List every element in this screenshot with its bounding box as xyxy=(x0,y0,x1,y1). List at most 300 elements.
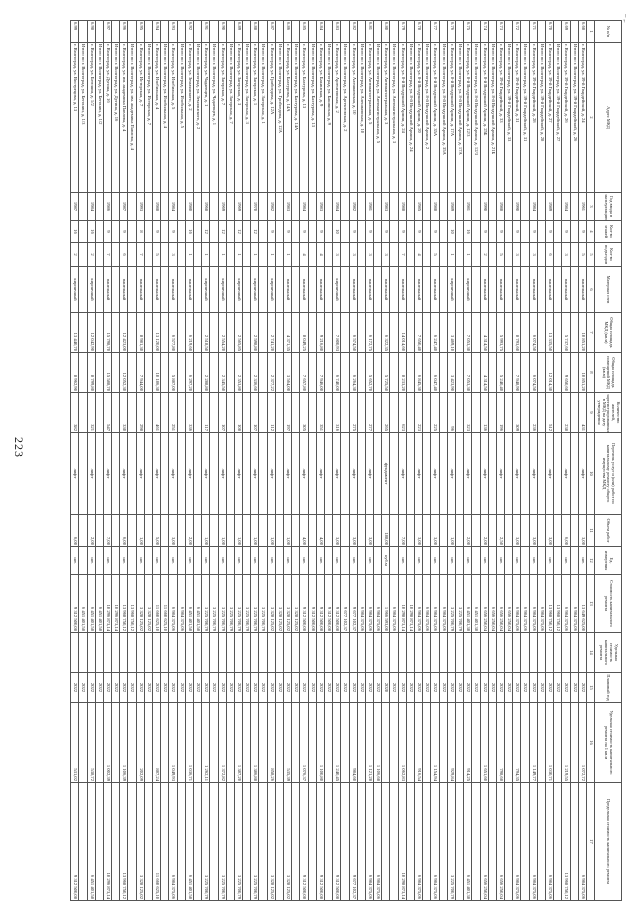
unit-cost-cell xyxy=(284,633,292,673)
wall-material-cell xyxy=(521,267,529,313)
table-row xyxy=(447,21,455,901)
cost-per-sqm-cell xyxy=(226,703,234,783)
total-area-cell: 12 423,00 xyxy=(120,313,128,353)
max-cost-cell xyxy=(275,783,283,901)
entrances-cell: 7 xyxy=(136,243,144,267)
column-number-row xyxy=(587,21,595,901)
year-built-cell: 1983 xyxy=(382,193,390,221)
year-built-cell: 1983 xyxy=(316,193,324,221)
total-area-cell: 7 650,40 xyxy=(415,313,423,353)
row-number-cell: 6.79 xyxy=(398,21,406,43)
floors-cell: 16 xyxy=(71,221,79,243)
header-row xyxy=(595,21,622,901)
work-type-cell: лифт xyxy=(202,433,210,515)
work-volume-cell: 7,00 xyxy=(398,515,406,547)
planned-year-cell: 2022 xyxy=(95,673,103,703)
cost-per-sqm-cell xyxy=(144,703,152,783)
row-number-cell: 6.71 xyxy=(529,21,537,43)
cost-per-sqm-cell: 1 002,39 xyxy=(103,703,111,783)
table-row xyxy=(103,21,111,901)
unit-cell xyxy=(341,547,349,575)
entrances-cell xyxy=(521,243,529,267)
address-cell: Итого по г. Волгоград, ул. Алешковская, д. 10 xyxy=(357,43,365,193)
wall-material-cell: панельный xyxy=(480,267,488,313)
entrances-cell: 1 xyxy=(234,243,242,267)
planned-year-cell: 2022 xyxy=(177,673,185,703)
work-type-cell: лифт xyxy=(185,433,193,515)
planned-year-cell: 2022 xyxy=(185,673,193,703)
cost-per-sqm-cell: 1 036,71 xyxy=(185,703,193,783)
max-cost-cell xyxy=(194,783,202,901)
subtotal-row xyxy=(521,21,529,901)
row-number-cell xyxy=(194,21,202,43)
floors-cell: 9 xyxy=(578,221,586,243)
max-cost-cell: 6 984 375,06 xyxy=(546,783,554,901)
entrances-cell xyxy=(259,243,267,267)
wall-material-cell: кирпичный xyxy=(447,267,455,313)
residents-cell: 251 xyxy=(169,393,177,433)
table-row xyxy=(87,21,95,901)
address-cell: Итого по г. Волгоград, ул. Изобильная, д. 5 xyxy=(177,43,185,193)
wall-material-cell: кирпичный xyxy=(251,267,259,313)
address-cell: г. Волгоград, ул. Землянского, д. 2 xyxy=(185,43,193,193)
total-area-cell xyxy=(128,313,136,353)
cost-per-sqm-cell: 858,26 xyxy=(267,703,275,783)
row-number-cell xyxy=(456,21,464,43)
work-volume-cell xyxy=(95,515,103,547)
total-area-cell xyxy=(226,313,234,353)
total-area-cell: 10 851,20 xyxy=(578,313,586,353)
column-number: 7 xyxy=(587,313,595,353)
premises-area-cell: 10 851,20 xyxy=(578,353,586,393)
row-number-cell xyxy=(423,21,431,43)
entrances-cell xyxy=(226,243,234,267)
year-built-cell xyxy=(95,193,103,221)
subtotal-row xyxy=(570,21,578,901)
row-number-cell: 6.68 xyxy=(578,21,586,43)
cost-per-sqm-cell xyxy=(194,703,202,783)
entrances-cell: 1 xyxy=(267,243,275,267)
work-type-cell: лифт xyxy=(267,433,275,515)
planned-year-cell: 2022 xyxy=(79,673,87,703)
premises-area-cell xyxy=(357,353,365,393)
work-volume-cell xyxy=(472,515,480,547)
work-volume-cell xyxy=(112,515,120,547)
year-built-cell: 1982 xyxy=(267,193,275,221)
entrances-cell xyxy=(390,243,398,267)
residents-cell: 431 xyxy=(578,393,586,433)
year-built-cell xyxy=(112,193,120,221)
premises-area-cell xyxy=(177,353,185,393)
premises-area-cell xyxy=(161,353,169,393)
floors-cell: 9 xyxy=(284,221,292,243)
max-cost-cell xyxy=(308,783,316,901)
wall-material-cell xyxy=(226,267,234,313)
work-volume-cell: 3,00 xyxy=(365,515,373,547)
total-area-cell xyxy=(488,313,496,353)
wall-material-cell xyxy=(308,267,316,313)
total-area-cell: 6 247,40 xyxy=(431,313,439,353)
floors-cell: 9 xyxy=(546,221,554,243)
year-built-cell: 1984 xyxy=(300,193,308,221)
repair-cost-cell: 6 984 375,06 xyxy=(365,575,373,633)
wall-material-cell: панельный xyxy=(513,267,521,313)
unit-cell xyxy=(161,547,169,575)
subtotal-row xyxy=(505,21,513,901)
total-area-cell xyxy=(521,313,529,353)
planned-year-cell: 2022 xyxy=(341,673,349,703)
unit-cost-cell xyxy=(71,633,79,673)
planned-year-cell: 2022 xyxy=(226,673,234,703)
work-type-cell xyxy=(161,433,169,515)
unit-cost-cell xyxy=(374,633,382,673)
total-area-cell xyxy=(95,313,103,353)
wall-material-cell: кирпичный xyxy=(87,267,95,313)
subtotal-row xyxy=(472,21,480,901)
year-built-cell xyxy=(128,193,136,221)
unit-cell: шт. xyxy=(136,547,144,575)
total-area-cell xyxy=(505,313,513,353)
premises-area-cell xyxy=(259,353,267,393)
repair-cost-cell: 6 984 375,06 xyxy=(513,575,521,633)
work-volume-cell: 1,00 xyxy=(218,515,226,547)
planned-year-cell: 2022 xyxy=(87,673,95,703)
row-number-cell xyxy=(505,21,513,43)
residents-cell: 336 xyxy=(185,393,193,433)
table-row xyxy=(300,21,308,901)
address-cell: Итого по г. Волгоград, ул. Изобильная, д. 4 xyxy=(161,43,169,193)
repair-schedule-table xyxy=(70,20,622,901)
work-type-cell: лифт xyxy=(529,433,537,515)
work-volume-cell: 4,00 xyxy=(300,515,308,547)
floors-cell: 9 xyxy=(513,221,521,243)
unit-cell xyxy=(243,547,251,575)
unit-cost-cell xyxy=(267,633,275,673)
year-built-cell: 1984 xyxy=(529,193,537,221)
floors-cell xyxy=(210,221,218,243)
work-type-cell: лифт xyxy=(103,433,111,515)
address-cell: Итого по г. Волгоград, ул. 8-й Воздушной Армии, д. 17А xyxy=(456,43,464,193)
total-area-cell: 2 554,20 xyxy=(218,313,226,353)
year-built-cell xyxy=(210,193,218,221)
table-row xyxy=(349,21,357,901)
work-volume-cell xyxy=(325,515,333,547)
row-number-cell: 6.70 xyxy=(546,21,554,43)
planned-year-cell: 2022 xyxy=(218,673,226,703)
table-row xyxy=(316,21,324,901)
floors-cell: 9 xyxy=(153,221,161,243)
planned-year-cell: 2022 xyxy=(365,673,373,703)
cost-per-sqm-cell xyxy=(570,703,578,783)
entrances-cell: 3 xyxy=(382,243,390,267)
residents-cell xyxy=(128,393,136,433)
work-volume-cell: 3,00 xyxy=(578,515,586,547)
wall-material-cell xyxy=(456,267,464,313)
total-area-cell: 13 120,00 xyxy=(153,313,161,353)
premises-area-cell xyxy=(292,353,300,393)
residents-cell: 107 xyxy=(251,393,259,433)
repair-cost-cell: 3 225 700,79 xyxy=(226,575,234,633)
floors-cell xyxy=(390,221,398,243)
wall-material-cell: панельный xyxy=(529,267,537,313)
residents-cell xyxy=(210,393,218,433)
max-cost-cell xyxy=(472,783,480,901)
floors-cell xyxy=(537,221,545,243)
work-type-cell: лифт xyxy=(136,433,144,515)
floors-cell xyxy=(226,221,234,243)
repair-cost-cell: 9 312 500,08 xyxy=(333,575,341,633)
address-cell: г. Волгоград, ул. 8-й Воздушной Армии, д. 24 xyxy=(398,43,406,193)
unit-cell xyxy=(144,547,152,575)
wall-material-cell: панельный xyxy=(562,267,570,313)
table-row xyxy=(415,21,423,901)
unit-cell: шт. xyxy=(365,547,373,575)
wall-material-cell xyxy=(128,267,136,313)
max-cost-cell: 6 984 375,06 xyxy=(374,783,382,901)
work-volume-cell: 4,00 xyxy=(316,515,324,547)
work-volume-cell xyxy=(456,515,464,547)
table-row xyxy=(562,21,570,901)
total-area-cell xyxy=(472,313,480,353)
work-type-cell: лифт xyxy=(300,433,308,515)
address-cell: г. Волгоград, ул. Бегонии, д. 1/2 xyxy=(87,43,95,193)
table-row xyxy=(529,21,537,901)
unit-cost-cell xyxy=(202,633,210,673)
planned-year-cell: 2022 xyxy=(234,673,242,703)
unit-cell xyxy=(374,547,382,575)
residents-cell: 117 xyxy=(202,393,210,433)
repair-cost-cell: 3 328 125,02 xyxy=(144,575,152,633)
cost-per-sqm-cell: 1 072,72 xyxy=(578,703,586,783)
residents-cell: 238 xyxy=(562,393,570,433)
premises-area-cell xyxy=(472,353,480,393)
total-area-cell xyxy=(439,313,447,353)
row-number-cell: 6.80 xyxy=(382,21,390,43)
column-number: 8 xyxy=(587,353,595,393)
subtotal-row xyxy=(439,21,447,901)
total-area-cell: 7 053,30 xyxy=(464,313,472,353)
floors-cell: 9 xyxy=(103,221,111,243)
unit-cost-cell xyxy=(185,633,193,673)
row-number-cell xyxy=(243,21,251,43)
address-cell: г. Волгоград, ул. Аргентовская, д. 2 xyxy=(333,43,341,193)
planned-year-cell: 2022 xyxy=(447,673,455,703)
wall-material-cell: кирпичный xyxy=(202,267,210,313)
unit-cost-cell xyxy=(251,633,259,673)
planned-year-cell: 2022 xyxy=(537,673,545,703)
total-area-cell: 2 598,80 xyxy=(251,313,259,353)
residents-cell xyxy=(161,393,169,433)
residents-cell: 225 xyxy=(431,393,439,433)
unit-cell: шт. xyxy=(333,547,341,575)
total-area-cell: 12 042,90 xyxy=(87,313,95,353)
cost-per-sqm-cell: 1 387,20 xyxy=(234,703,242,783)
entrances-cell: 7 xyxy=(398,243,406,267)
address-cell: Итого по г. Волгоград, ул. 39-й Гвардейской, д. 27 xyxy=(554,43,562,193)
address-cell: Итого по г. Волгоград, ул. Загорская, д. 1 xyxy=(259,43,267,193)
unit-cost-cell xyxy=(464,633,472,673)
row-number-cell xyxy=(341,21,349,43)
repair-cost-cell: 9 312 500,08 xyxy=(71,575,79,633)
wall-material-cell xyxy=(275,267,283,313)
row-number-cell: 6.87 xyxy=(267,21,275,43)
repair-cost-cell: 3 225 700,79 xyxy=(259,575,267,633)
premises-area-cell: 6 264,30 xyxy=(349,353,357,393)
row-number-cell: 6.75 xyxy=(464,21,472,43)
cost-per-sqm-cell xyxy=(406,703,414,783)
year-built-cell xyxy=(161,193,169,221)
row-number-cell xyxy=(259,21,267,43)
residents-cell xyxy=(144,393,152,433)
column-number: 4 xyxy=(587,221,595,243)
row-number-cell xyxy=(406,21,414,43)
year-built-cell: 1988 xyxy=(153,193,161,221)
planned-year-cell: 2022 xyxy=(439,673,447,703)
residents-cell: 277 xyxy=(365,393,373,433)
work-volume-cell xyxy=(357,515,365,547)
max-cost-cell: 3 225 700,79 xyxy=(218,783,226,901)
address-cell: г. Волгоград, ул. им. академика Павлова, д. 4 xyxy=(120,43,128,193)
cost-per-sqm-cell: 1 219,55 xyxy=(562,703,570,783)
year-built-cell xyxy=(505,193,513,221)
work-type-cell xyxy=(210,433,218,515)
unit-cost-cell xyxy=(292,633,300,673)
work-type-cell: лифт xyxy=(464,433,472,515)
repair-cost-cell: 6 984 375,06 xyxy=(537,575,545,633)
premises-area-cell xyxy=(554,353,562,393)
residents-cell: 197 xyxy=(284,393,292,433)
floors-cell xyxy=(488,221,496,243)
max-cost-cell xyxy=(521,783,529,901)
table-row xyxy=(218,21,226,901)
address-cell: г. Волгоград, ул. Загорская, д. 7 xyxy=(218,43,226,193)
work-type-cell: лифт xyxy=(349,433,357,515)
repair-cost-cell: 3 225 700,79 xyxy=(202,575,210,633)
max-cost-cell xyxy=(259,783,267,901)
entrances-cell xyxy=(210,243,218,267)
row-number-cell: 6.88 xyxy=(251,21,259,43)
year-built-cell: 1987 xyxy=(71,193,79,221)
residents-cell: 323 xyxy=(464,393,472,433)
unit-cell xyxy=(472,547,480,575)
year-built-cell: 1987 xyxy=(120,193,128,221)
column-number: 5 xyxy=(587,243,595,267)
wall-material-cell xyxy=(194,267,202,313)
work-volume-cell: 188,00 xyxy=(382,515,390,547)
total-area-cell: 15 798,70 xyxy=(103,313,111,353)
residents-cell: 512 xyxy=(546,393,554,433)
work-volume-cell: 3,00 xyxy=(529,515,537,547)
year-built-cell xyxy=(194,193,202,221)
total-area-cell: 6 219,60 xyxy=(185,313,193,353)
unit-cell: шт. xyxy=(169,547,177,575)
planned-year-cell: 2022 xyxy=(161,673,169,703)
year-built-cell xyxy=(325,193,333,221)
total-area-cell: 6 574,50 xyxy=(349,313,357,353)
unit-cost-cell xyxy=(325,633,333,673)
unit-cell xyxy=(177,547,185,575)
unit-cell: шт. xyxy=(546,547,554,575)
repair-cost-cell: 3 225 700,79 xyxy=(456,575,464,633)
row-number-cell: 6.82 xyxy=(349,21,357,43)
column-header: Адрес МКД xyxy=(595,43,622,193)
wall-material-cell: панельный xyxy=(546,267,554,313)
max-cost-cell: 3 225 700,79 xyxy=(202,783,210,901)
planned-year-cell: 2022 xyxy=(128,673,136,703)
max-cost-cell xyxy=(325,783,333,901)
residents-cell: 136 xyxy=(480,393,488,433)
unit-cost-cell xyxy=(316,633,324,673)
residents-cell xyxy=(390,393,398,433)
entrances-cell xyxy=(275,243,283,267)
max-cost-cell: 9 312 500,08 xyxy=(316,783,324,901)
total-area-cell xyxy=(570,313,578,353)
premises-area-cell xyxy=(456,353,464,393)
unit-cell: шт. xyxy=(529,547,537,575)
premises-area-cell xyxy=(423,353,431,393)
row-number-cell xyxy=(79,21,87,43)
repair-cost-cell: 3 225 700,79 xyxy=(243,575,251,633)
work-volume-cell xyxy=(423,515,431,547)
planned-year-cell: 2022 xyxy=(464,673,472,703)
floors-cell: 9 xyxy=(496,221,504,243)
planned-year-cell: 2022 xyxy=(169,673,177,703)
work-volume-cell xyxy=(243,515,251,547)
unit-cell: шт. xyxy=(202,547,210,575)
cost-per-sqm-cell: 1 100,80 xyxy=(316,703,324,783)
work-type-cell xyxy=(406,433,414,515)
row-number-cell xyxy=(472,21,480,43)
unit-cell: шт. xyxy=(431,547,439,575)
work-type-cell: лифт xyxy=(333,433,341,515)
max-cost-cell xyxy=(537,783,545,901)
max-cost-cell: 6 984 375,06 xyxy=(513,783,521,901)
unit-cost-cell xyxy=(103,633,111,673)
unit-cell xyxy=(406,547,414,575)
premises-area-cell: 6 047,40 xyxy=(431,353,439,393)
address-cell: Итого по г. Волгоград, ул. Землянского, д. 2 xyxy=(194,43,202,193)
address-cell: г. Волгоград, ул. 8-й Воздушной Армии, д. 25Б xyxy=(480,43,488,193)
year-built-cell xyxy=(374,193,382,221)
planned-year-cell: 2022 xyxy=(349,673,357,703)
total-area-cell: 5 993,75 xyxy=(496,313,504,353)
unit-cost-cell xyxy=(415,633,423,673)
address-cell: г. Волгоград, ул. 39-й Гвардейской, д. 27 xyxy=(546,43,554,193)
premises-area-cell: 7 946,00 xyxy=(316,353,324,393)
unit-cell xyxy=(275,547,283,575)
subtotal-row xyxy=(292,21,300,901)
work-type-cell xyxy=(259,433,267,515)
unit-cost-cell xyxy=(488,633,496,673)
column-header: Кол-во подъездов xyxy=(595,243,622,267)
premises-area-cell xyxy=(275,353,283,393)
premises-area-cell: 8 233,20 xyxy=(398,353,406,393)
entrances-cell: 3 xyxy=(529,243,537,267)
work-type-cell xyxy=(292,433,300,515)
work-type-cell xyxy=(357,433,365,515)
total-area-cell xyxy=(161,313,169,353)
subtotal-row xyxy=(357,21,365,901)
year-built-cell xyxy=(243,193,251,221)
table-row xyxy=(546,21,554,901)
entrances-cell: 5 xyxy=(153,243,161,267)
row-number-cell: 6.89 xyxy=(234,21,242,43)
unit-cost-cell xyxy=(79,633,87,673)
cost-per-sqm-cell xyxy=(341,703,349,783)
wall-material-cell xyxy=(79,267,87,313)
row-number-cell: 6.90 xyxy=(218,21,226,43)
max-cost-cell xyxy=(95,783,103,901)
